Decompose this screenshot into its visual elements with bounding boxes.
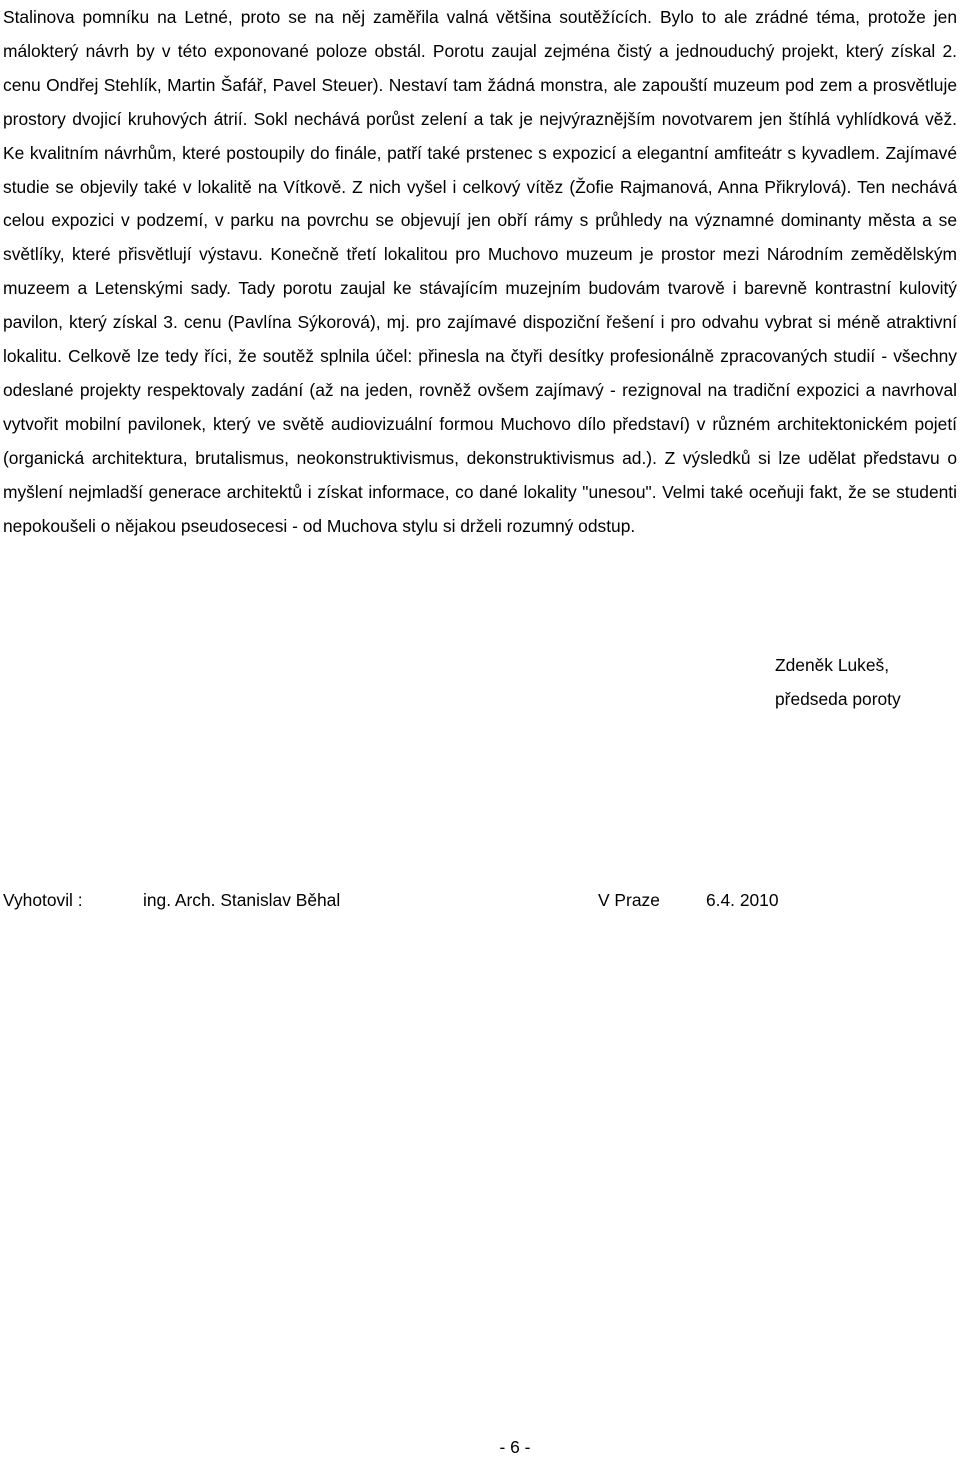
document-place: V Praze [598, 890, 660, 910]
signature-name: Zdeněk Lukeš, [775, 655, 890, 675]
signature-block [775, 648, 901, 716]
prepared-by-label: Vyhotovil : [3, 890, 83, 910]
document-date: 6.4. 2010 [706, 890, 779, 910]
prepared-by-name: ing. Arch. Stanislav Běhal [143, 890, 341, 910]
body-paragraph: Stalinova pomníku na Letné, proto se na něj zaměřila valná většina soutěžících. Bylo to ale zrádné téma, protože jen málokterý návrh by v této exponované poloze obstál. Porotu zaujal zejména čistý a jednouduchý projekt, který získal 2. cenu Ondřej Stehlík, Martin Šafář, Pavel Steuer). Nestaví tam žádná monstra, ale zapouští muzeum pod zem a prosvětluje prostory dvojicí kruhových átrií. Sokl nechává porůst zelení a tak je nejvýraznějším novotvarem jen štíhlá vyhlídková věž. Ke kvalitním návrhům, které postoupily do finále, patří také prstenec s expozicí a elegantní amfiteátr s kyvadlem. Zajímavé studie se objevily také v lokalitě na Vítkově. Z nich vyšel i celkový vítěz (Žofie Rajmanová, Anna Přikrylová). Ten nechává celou expozici v podzemí, v parku na povrchu se objevují jen obří rámy s průhledy na významné dominanty města a se světlíky, které přisvětlují výstavu. Konečně třetí lokalitou pro Muchovo muzeum je prostor mezi Národním zemědělským muzeem a Letenskými sady. Tady porotu zaujal ke stávajícím muzejním budovám tvarově i barevně kontrastní kulovitý pavilon, který získal 3. cenu (Pavlína Sýkorová), mj. pro zajímavé dispoziční řešení i pro odvahu vybrat si méně atraktivní lokalitu. Celkově lze tedy říci, že soutěž splnila účel: přinesla na čtyři desítky profesionálně zpracovaných studií - všechny odeslané projekty respektovaly zadání (až na jeden, rovněž ovšem zajímavý - rezignoval na tradiční expozici a navrhoval vytvořit mobilní pavilonek, který ve světě audiovizuální formou Muchovo dílo představí) v různém architektonickém pojetí (organická architektura, brutalismus, neokonstruktivismus, dekonstruktivismus ad.). Z výsledků si lze udělat představu o myšlení nejmladší generace architektů i získat informace, co dané lokality "unesou". Velmi také oceňuji fakt, že se studenti nepokoušeli o nějakou pseudosecesi - od Muchova stylu si drželi rozumný odstup. [3, 7, 957, 536]
signature-role: předseda poroty [775, 689, 901, 709]
page-number: - 6 - [499, 1437, 531, 1457]
